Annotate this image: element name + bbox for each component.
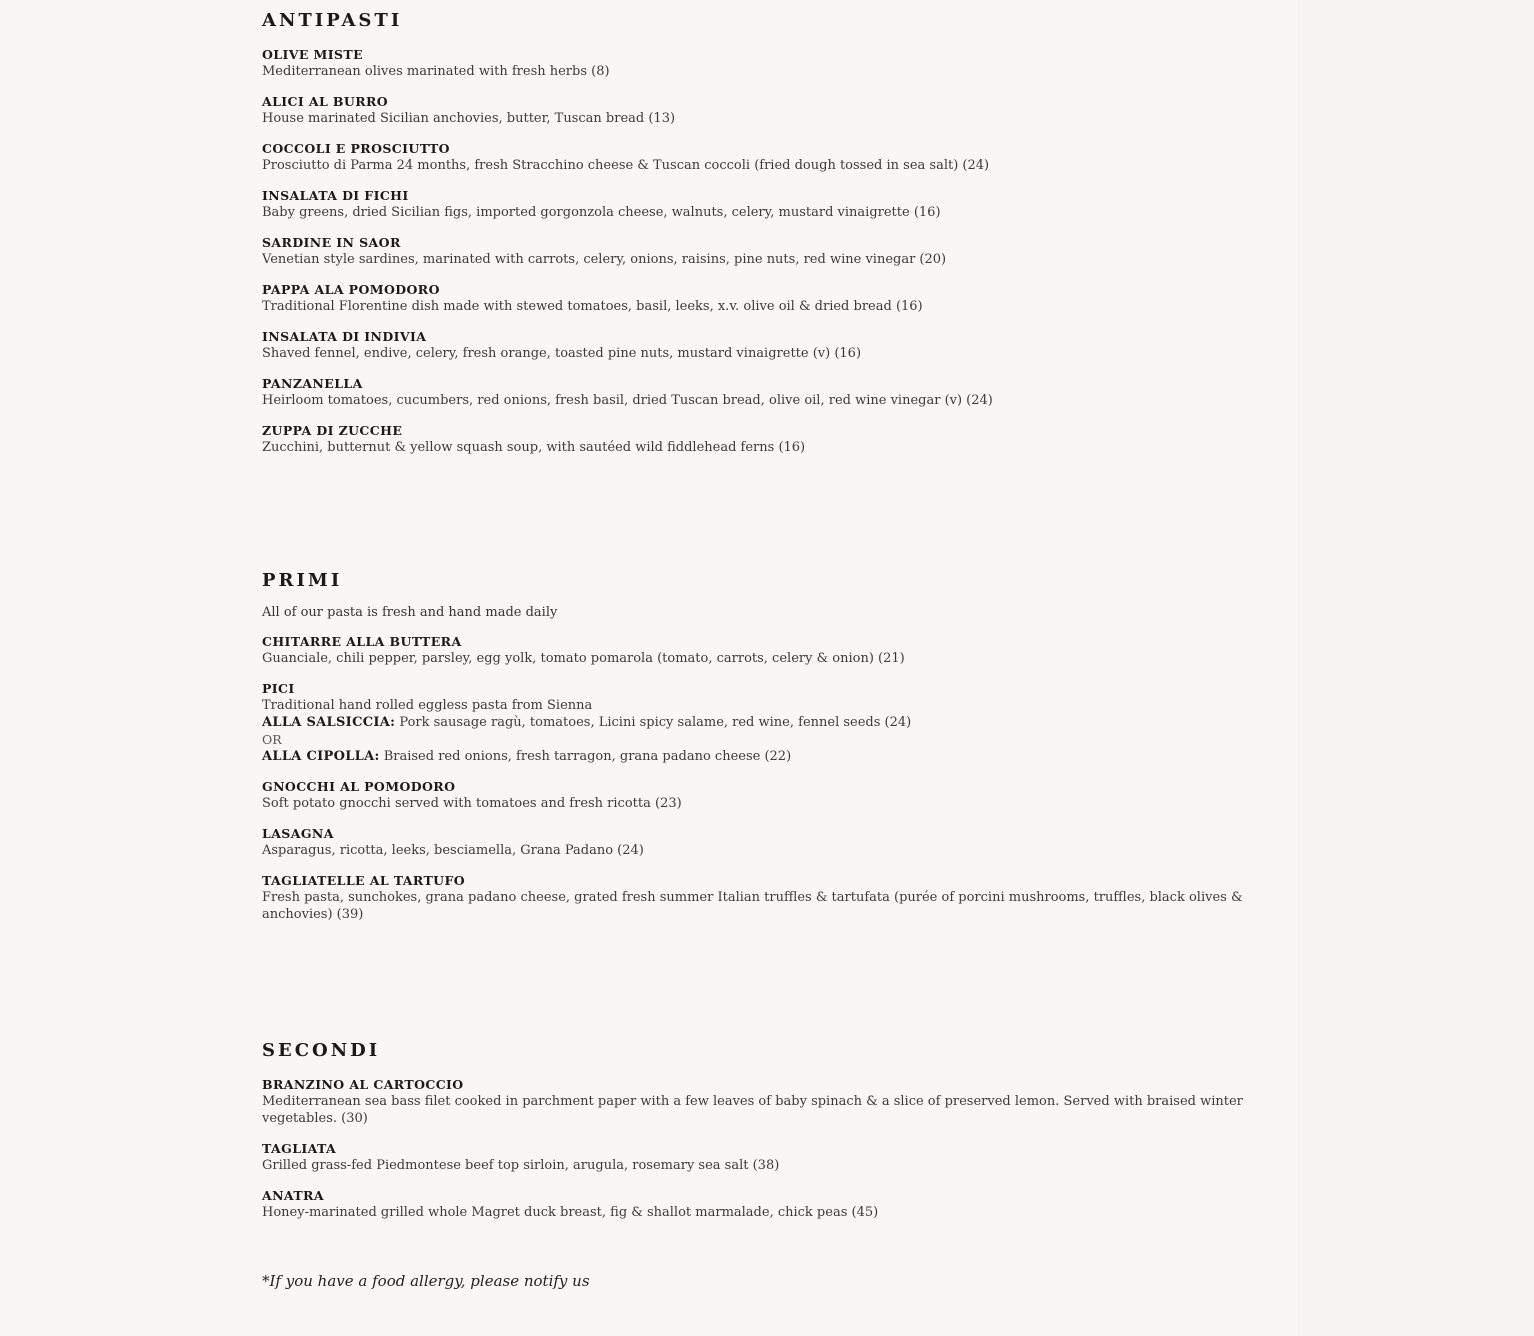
menu-item xyxy=(262,188,1282,221)
item-description: Heirloom tomatoes, cucumbers, red onions, fresh basil, dried Tuscan bread, olive oil, red wine vinegar (v) (24) xyxy=(262,393,993,408)
item-description: Prosciutto di Parma 24 months, fresh Stracchino cheese & Tuscan coccoli (fried dough tossed in sea salt) (24) xyxy=(262,158,990,173)
menu-item xyxy=(262,873,1282,923)
section-title-antipasti: ANTIPASTI xyxy=(262,10,403,31)
item-description: Traditional hand rolled eggless pasta from Sienna xyxy=(262,698,593,713)
item-description: Grilled grass-fed Piedmontese beef top sirloin, arugula, rosemary sea salt (38) xyxy=(262,1158,780,1173)
option-label: ALLA SALSICCIA: xyxy=(262,715,396,730)
menu-item xyxy=(262,1077,1282,1127)
item-name: SARDINE IN SAOR xyxy=(262,235,401,250)
menu-item xyxy=(262,1141,1282,1174)
item-name: PICI xyxy=(262,681,295,696)
menu-item xyxy=(262,235,1282,268)
option-separator: OR xyxy=(262,732,282,747)
item-name: COCCOLI E PROSCIUTTO xyxy=(262,141,450,156)
option-description: Pork sausage ragù, tomatoes, Licini spicy salame, red wine, fennel seeds (24) xyxy=(395,715,912,730)
menu-item xyxy=(262,779,1282,812)
item-name: TAGLIATELLE AL TARTUFO xyxy=(262,873,466,888)
menu-item xyxy=(262,141,1282,174)
item-name: LASAGNA xyxy=(262,826,334,841)
option-label: ALLA CIPOLLA: xyxy=(262,749,380,764)
item-option xyxy=(262,714,1282,731)
item-description: Soft potato gnocchi served with tomatoes and fresh ricotta (23) xyxy=(262,796,682,811)
section-secondi xyxy=(262,1040,1282,1221)
item-name: TAGLIATA xyxy=(262,1141,337,1156)
menu-item xyxy=(262,423,1282,456)
item-name: INSALATA DI INDIVIA xyxy=(262,329,427,344)
menu-item xyxy=(262,1188,1282,1221)
item-description: Shaved fennel, endive, celery, fresh orange, toasted pine nuts, mustard vinaigrette (v) (16) xyxy=(262,346,862,361)
section-title-primi: PRIMI xyxy=(262,570,343,591)
item-description: Asparagus, ricotta, leeks, besciamella, Grana Padano (24) xyxy=(262,843,644,858)
menu-item xyxy=(262,329,1282,362)
item-description: Mediterranean sea bass filet cooked in parchment paper with a few leaves of baby spinach & a slice of preserved lemon. Served with braised winter vegetables. (30) xyxy=(262,1094,1243,1126)
menu-item xyxy=(262,282,1282,315)
item-description: Venetian style sardines, marinated with carrots, celery, onions, raisins, pine nuts, red wine vinegar (20) xyxy=(262,252,947,267)
item-option xyxy=(262,748,1282,765)
section-note: All of our pasta is fresh and hand made daily xyxy=(262,605,558,620)
item-description: Zucchini, butternut & yellow squash soup, with sautéed wild fiddlehead ferns (16) xyxy=(262,440,806,455)
item-description: Baby greens, dried Sicilian figs, imported gorgonzola cheese, walnuts, celery, mustard vinaigrette (16) xyxy=(262,205,941,220)
item-name: OLIVE MISTE xyxy=(262,47,364,62)
item-description: Fresh pasta, sunchokes, grana padano cheese, grated fresh summer Italian truffles & tartufata (purée of porcini mushrooms, truffles, black olives & anchovies) (39) xyxy=(262,890,1243,922)
item-name: CHITARRE ALLA BUTTERA xyxy=(262,634,462,649)
menu-item xyxy=(262,634,1282,667)
section-title-secondi: SECONDI xyxy=(262,1040,381,1061)
item-description: Guanciale, chili pepper, parsley, egg yolk, tomato pomarola (tomato, carrots, celery & onion) (21) xyxy=(262,651,905,666)
menu-item xyxy=(262,376,1282,409)
item-description: Honey-marinated grilled whole Magret duck breast, fig & shallot marmalade, chick peas (45) xyxy=(262,1205,879,1220)
item-name: PANZANELLA xyxy=(262,376,363,391)
item-name: ANATRA xyxy=(262,1188,324,1203)
item-name: GNOCCHI AL POMODORO xyxy=(262,779,456,794)
item-name: ZUPPA DI ZUCCHE xyxy=(262,423,403,438)
item-description: Traditional Florentine dish made with stewed tomatoes, basil, leeks, x.v. olive oil & dried bread (16) xyxy=(262,299,923,314)
item-name: PAPPA ALA POMODORO xyxy=(262,282,440,297)
item-description: Mediterranean olives marinated with fresh herbs (8) xyxy=(262,64,610,79)
section-primi xyxy=(262,570,1282,1040)
menu-item xyxy=(262,47,1282,80)
item-description: House marinated Sicilian anchovies, butter, Tuscan bread (13) xyxy=(262,111,676,126)
item-name: INSALATA DI FICHI xyxy=(262,188,409,203)
menu-item xyxy=(262,826,1282,859)
menu-content xyxy=(262,10,1282,1235)
item-name: ALICI AL BURRO xyxy=(262,94,389,109)
menu-item xyxy=(262,681,1282,765)
menu-item xyxy=(262,94,1282,127)
item-name: BRANZINO AL CARTOCCIO xyxy=(262,1077,464,1092)
option-description: Braised red onions, fresh tarragon, grana padano cheese (22) xyxy=(379,749,792,764)
allergy-note: *If you have a food allergy, please notify us xyxy=(262,1272,590,1290)
section-antipasti xyxy=(262,10,1282,570)
